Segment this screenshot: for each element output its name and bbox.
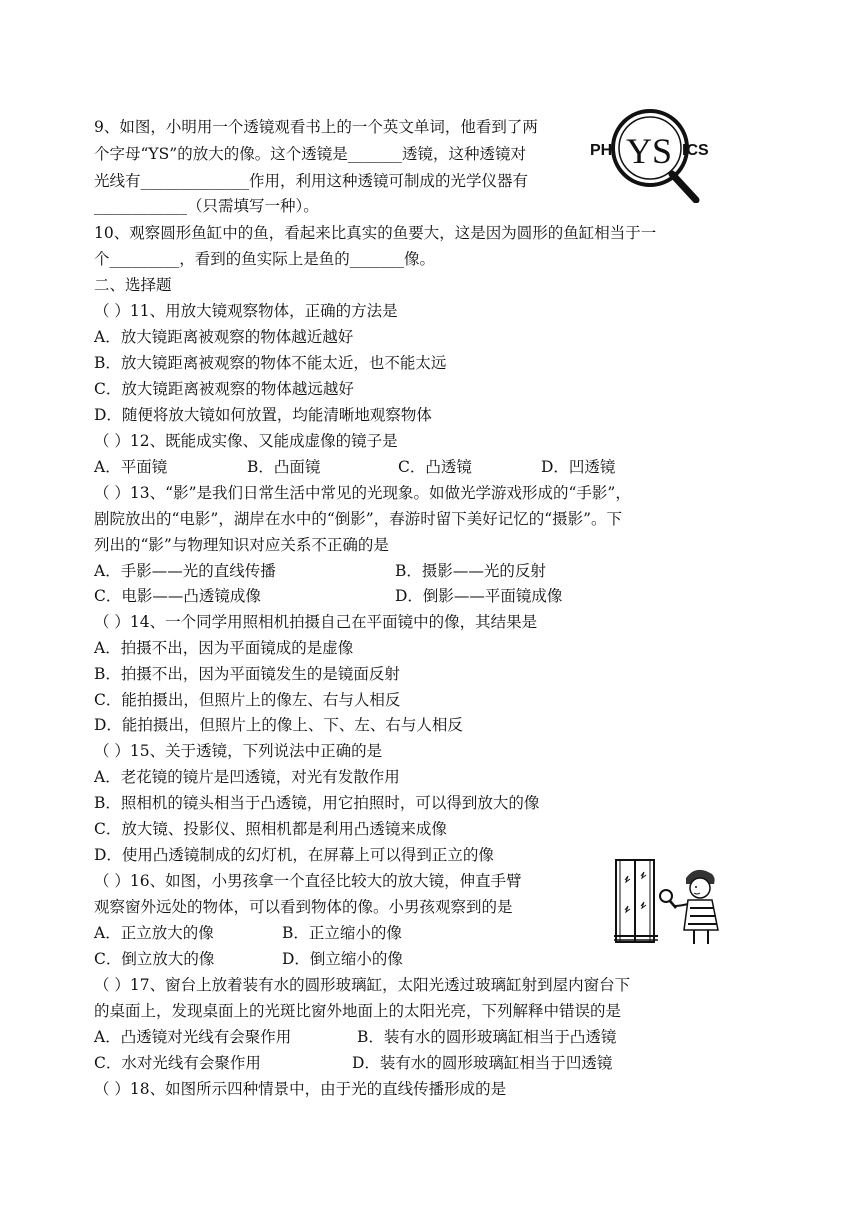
q14-option-a: A．拍摄不出，因为平面镜成的是虚像: [94, 639, 354, 657]
figure-letters-left: PH: [590, 142, 613, 159]
boy-with-magnifier-icon: [610, 856, 725, 946]
q17-option-c: C．水对光线有会聚作用: [94, 1054, 261, 1072]
q16-option-a: A．正立放大的像: [94, 924, 214, 942]
magnifier-figure: [588, 108, 728, 203]
q9-line-3: 光线有______________作用，利用这种透镜可制成的光学仪器有: [94, 172, 529, 190]
magnifying-glass-icon: [588, 108, 728, 203]
q9-line-2: 个字母“YS”的放大的像。这个透镜是_______透镜，这种透镜对: [94, 145, 526, 163]
figure-letters-right: ICS: [682, 142, 709, 159]
section-heading: 二、选择题: [94, 276, 172, 294]
q16-line-2: 观察窗外远处的物体，可以看到物体的像。小男孩观察到的是: [94, 898, 513, 916]
q18-stem: （ ）18、如图所示四种情景中，由于光的直线传播形成的是: [94, 1080, 507, 1098]
q9-line-1: 9、如图，小明用一个透镜观看书上的一个英文单词，他看到了两: [94, 118, 538, 136]
q12-option-a: A．平面镜: [94, 458, 168, 476]
q14-option-b: B．拍摄不出，因为平面镜发生的是镜面反射: [94, 665, 400, 683]
q15-option-b: B．照相机的镜头相当于凸透镜，用它拍照时，可以得到放大的像: [94, 794, 540, 812]
q13-line-2: 剧院放出的“电影”，湖岸在水中的“倒影”，春游时留下美好记忆的“摄影”。下: [94, 510, 623, 528]
figure-letters-magnified: YS: [626, 131, 673, 171]
q14-option-d: D．能拍摄出，但照片上的像上、下、左、右与人相反: [94, 716, 463, 734]
q11-option-c: C．放大镜距离被观察的物体越远越好: [94, 380, 354, 398]
q17-option-b: B．装有水的圆形玻璃缸相当于凸透镜: [357, 1028, 617, 1046]
q16-option-d: D．倒立缩小的像: [282, 950, 403, 968]
q14-option-c: C．能拍摄出，但照片上的像左、右与人相反: [94, 691, 401, 709]
boy-window-figure: [610, 856, 725, 946]
q11-option-b: B．放大镜距离被观察的物体不能太近，也不能太远: [94, 354, 447, 372]
q16-line-1: （ ）16、如图，小男孩拿一个直径比较大的放大镜，伸直手臂: [94, 872, 522, 890]
q11-option-a: A．放大镜距离被观察的物体越近越好: [94, 328, 354, 346]
q10-line-2: 个_________，看到的鱼实际上是鱼的_______像。: [94, 250, 436, 268]
q12-stem: （ ）12、既能成实像、又能成虚像的镜子是: [94, 432, 398, 450]
q12-option-c: C．凸透镜: [398, 458, 472, 476]
q17-line-1: （ ）17、窗台上放着装有水的圆形玻璃缸，太阳光透过玻璃缸射到屋内窗台下: [94, 976, 631, 994]
q12-option-b: B．凸面镜: [247, 458, 321, 476]
q14-stem: （ ）14、一个同学用照相机拍摄自己在平面镜中的像，其结果是: [94, 613, 538, 631]
q16-option-c: C．倒立放大的像: [94, 950, 215, 968]
q13-line-1: （ ）13、“影”是我们日常生活中常见的光现象。如做光学游戏形成的“手影”，: [94, 484, 631, 502]
q13-option-c: C．电影——凸透镜成像: [94, 587, 261, 605]
q13-option-b: B．摄影——光的反射: [395, 562, 546, 580]
q15-option-a: A．老花镜的镜片是凹透镜，对光有发散作用: [94, 768, 400, 786]
q9-line-4: ____________（只需填写一种）。: [94, 197, 319, 215]
q13-line-3: 列出的“影”与物理知识对应关系不正确的是: [94, 536, 389, 554]
q15-stem: （ ）15、关于透镜，下列说法中正确的是: [94, 742, 383, 760]
q11-stem: （ ）11、用放大镜观察物体，正确的方法是: [94, 302, 398, 320]
q10-line-1: 10、观察圆形鱼缸中的鱼，看起来比真实的鱼要大，这是因为圆形的鱼缸相当于一: [94, 224, 657, 242]
q17-option-d: D．装有水的圆形玻璃缸相当于凹透镜: [352, 1054, 613, 1072]
q11-option-d: D．随便将放大镜如何放置，均能清晰地观察物体: [94, 406, 432, 424]
q15-option-d: D．使用凸透镜制成的幻灯机，在屏幕上可以得到正立的像: [94, 846, 494, 864]
q13-option-d: D．倒影——平面镜成像: [395, 587, 563, 605]
q15-option-c: C．放大镜、投影仪、照相机都是利用凸透镜来成像: [94, 820, 447, 838]
q17-option-a: A．凸透镜对光线有会聚作用: [94, 1028, 292, 1046]
q16-option-b: B．正立缩小的像: [282, 924, 402, 942]
q12-option-d: D．凹透镜: [541, 458, 616, 476]
q13-option-a: A．手影——光的直线传播: [94, 562, 276, 580]
q17-line-2: 的桌面上，发现桌面上的光斑比窗外地面上的太阳光亮，下列解释中错误的是: [94, 1002, 622, 1020]
